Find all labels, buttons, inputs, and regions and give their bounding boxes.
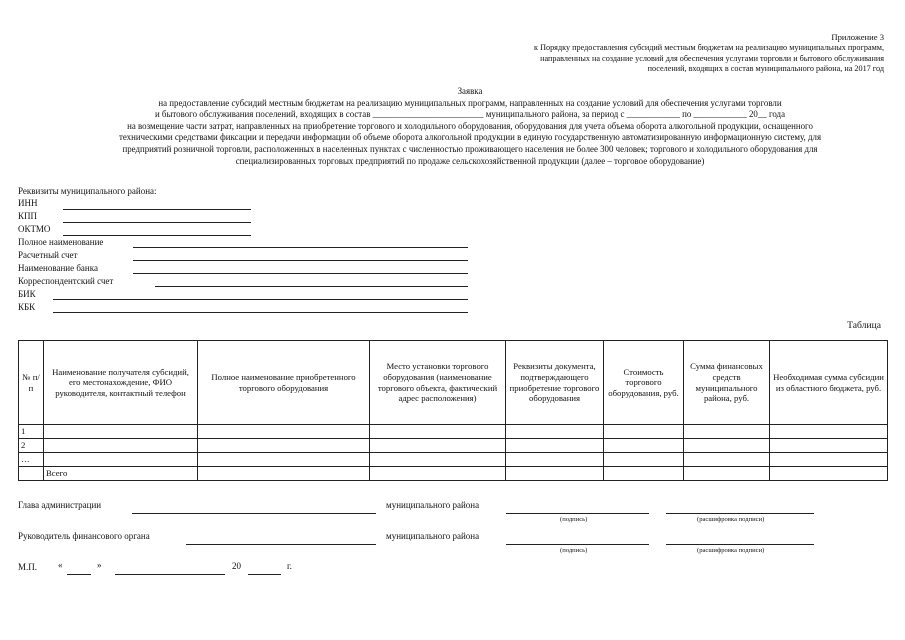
field-kpp-line[interactable] [63, 222, 251, 223]
year-suffix: г. [287, 561, 292, 571]
table-cell[interactable] [370, 467, 506, 481]
decode-hint: (расшифровка подписи) [697, 516, 765, 523]
field-fullname-label: Полное наименование [18, 237, 104, 247]
head-admin-line[interactable] [132, 513, 376, 514]
field-corr-account-label: Корреспондентский счет [18, 276, 114, 286]
field-kbk-label: КБК [18, 302, 36, 312]
table-cell[interactable] [506, 425, 604, 439]
table-cell[interactable] [44, 425, 198, 439]
table-cell[interactable] [770, 425, 888, 439]
field-bank-label: Наименование банка [18, 263, 98, 273]
row-number: 1 [19, 425, 44, 439]
field-corr-account-line[interactable] [155, 286, 468, 287]
district-label: муниципального района [386, 531, 480, 541]
appendix-line: к Порядку предоставления субсидий местным бюджетам на реализацию муниципальных программ, [534, 42, 884, 52]
signature-hint: (подпись) [560, 516, 588, 523]
table-cell[interactable] [604, 453, 684, 467]
table-cell[interactable] [770, 453, 888, 467]
table-cell[interactable] [684, 453, 770, 467]
table-cell[interactable] [684, 439, 770, 453]
date-year-line[interactable] [248, 574, 281, 575]
table-cell[interactable] [770, 439, 888, 453]
appendix-line: поселений, входящих в состав муниципального района, на 2017 год [647, 64, 884, 74]
finance-head-line[interactable] [186, 544, 376, 545]
col-header-equipment: Полное наименование приобретенного торгового оборудования [198, 341, 370, 425]
appendix-title: Приложение 3 [831, 32, 884, 42]
decode-hint: (расшифровка подписи) [697, 547, 765, 554]
requisites-block [18, 185, 488, 320]
title-line: специализированных торговых предприятий по продаже сельскохозяйственной продукции (далее – торговое оборудование) [235, 155, 705, 166]
table-cell[interactable] [604, 467, 684, 481]
finance-decode-line[interactable] [666, 544, 814, 545]
table-cell[interactable] [198, 453, 370, 467]
table-row [19, 453, 888, 467]
field-kpp-label: КПП [18, 211, 38, 221]
table-cell[interactable] [684, 425, 770, 439]
field-bik-line[interactable] [53, 299, 468, 300]
table-cell[interactable] [604, 425, 684, 439]
table-cell[interactable] [506, 453, 604, 467]
date-day-line[interactable] [67, 574, 91, 575]
quote-close: » [97, 560, 102, 570]
table-caption: Таблица [847, 320, 881, 331]
field-account-line[interactable] [133, 260, 468, 261]
table-row [19, 425, 888, 439]
table-cell[interactable] [506, 467, 604, 481]
table-cell [19, 467, 44, 481]
quote-open: « [58, 560, 63, 570]
row-number: 2 [19, 439, 44, 453]
table-cell[interactable] [198, 467, 370, 481]
table-cell[interactable] [370, 425, 506, 439]
col-header-location: Место установки торгового оборудования (наименование торгового объекта, фактический адрес расположения) [370, 341, 506, 425]
field-inn-line[interactable] [63, 209, 251, 210]
total-label: Всего [44, 467, 198, 481]
requisites-heading: Реквизиты муниципального района: [18, 186, 157, 196]
row-number: … [19, 453, 44, 467]
col-header-recipient: Наименование получателя субсидий, его местонахождение, ФИО руководителя, контактный телефон [44, 341, 198, 425]
field-account-label: Расчетный счет [18, 250, 78, 260]
finance-signature-line[interactable] [506, 544, 649, 545]
field-fullname-line[interactable] [133, 247, 468, 248]
table-cell[interactable] [370, 453, 506, 467]
title-line: на предоставление субсидий местным бюджетам на реализацию муниципальных программ, направленных на создание условий для обеспечения услугами торговли [158, 97, 782, 108]
table-row [19, 439, 888, 453]
table-header-row [19, 341, 888, 425]
field-inn-label: ИНН [18, 198, 38, 208]
signature-hint: (подпись) [560, 547, 588, 554]
finance-head-label: Руководитель финансового органа [18, 531, 150, 541]
table-cell[interactable] [770, 467, 888, 481]
table-cell[interactable] [604, 439, 684, 453]
col-header-cost: Стоимость торгового оборудования, руб. [604, 341, 684, 425]
table-cell[interactable] [44, 439, 198, 453]
table-cell[interactable] [198, 425, 370, 439]
title-heading: Заявка [457, 86, 483, 96]
table-cell[interactable] [44, 453, 198, 467]
table-cell[interactable] [370, 439, 506, 453]
table-total-row [19, 467, 888, 481]
table-cell[interactable] [684, 467, 770, 481]
title-line: предприятий розничной торговли, расположенных в населенных пунктах с численностью проживающего населения не более 300 человек; торгового и холодильного оборудования для [122, 143, 818, 154]
field-kbk-line[interactable] [53, 312, 468, 313]
appendix-block [464, 32, 884, 75]
application-title [40, 86, 900, 167]
col-header-subsidy: Необходимая сумма субсидии из областного бюджета, руб. [770, 341, 888, 425]
title-line: и бытового обслуживания поселений, входящих в состав _________________________ муниципального района, за период с ____________ по ____________ 20__ года [154, 109, 786, 120]
field-bank-line[interactable] [133, 273, 468, 274]
table-cell[interactable] [506, 439, 604, 453]
district-label: муниципального района [386, 500, 480, 510]
field-oktmo-label: ОКТМО [18, 224, 51, 234]
year-prefix: 20 [232, 561, 241, 571]
title-line: на возмещение части затрат, направленных на приобретение торгового и холодильного оборудования, оборудования для учета объема оборота алкогольной продукции, оснащенного [127, 120, 813, 131]
subsidy-table [18, 340, 888, 481]
title-line: техническими средствами фиксации и передачи информации об объеме оборота алкогольной продукции в единую государственную автоматизированную информационную систему, для [118, 132, 822, 143]
date-month-line[interactable] [115, 574, 225, 575]
col-header-document: Реквизиты документа, подтверждающего приобретение торгового оборудования [506, 341, 604, 425]
table-cell[interactable] [198, 439, 370, 453]
appendix-line: направленных на создание условий для обеспечения услугами торговли и бытового обслуживания [540, 53, 884, 63]
stamp-label: М.П. [18, 562, 38, 572]
head-signature-line[interactable] [506, 513, 649, 514]
head-admin-label: Глава администрации [18, 500, 102, 510]
col-header-number: № п/п [19, 341, 44, 425]
head-decode-line[interactable] [666, 513, 814, 514]
col-header-district-funds: Сумма финансовых средств муниципального района, руб. [684, 341, 770, 425]
field-bik-label: БИК [18, 289, 36, 299]
